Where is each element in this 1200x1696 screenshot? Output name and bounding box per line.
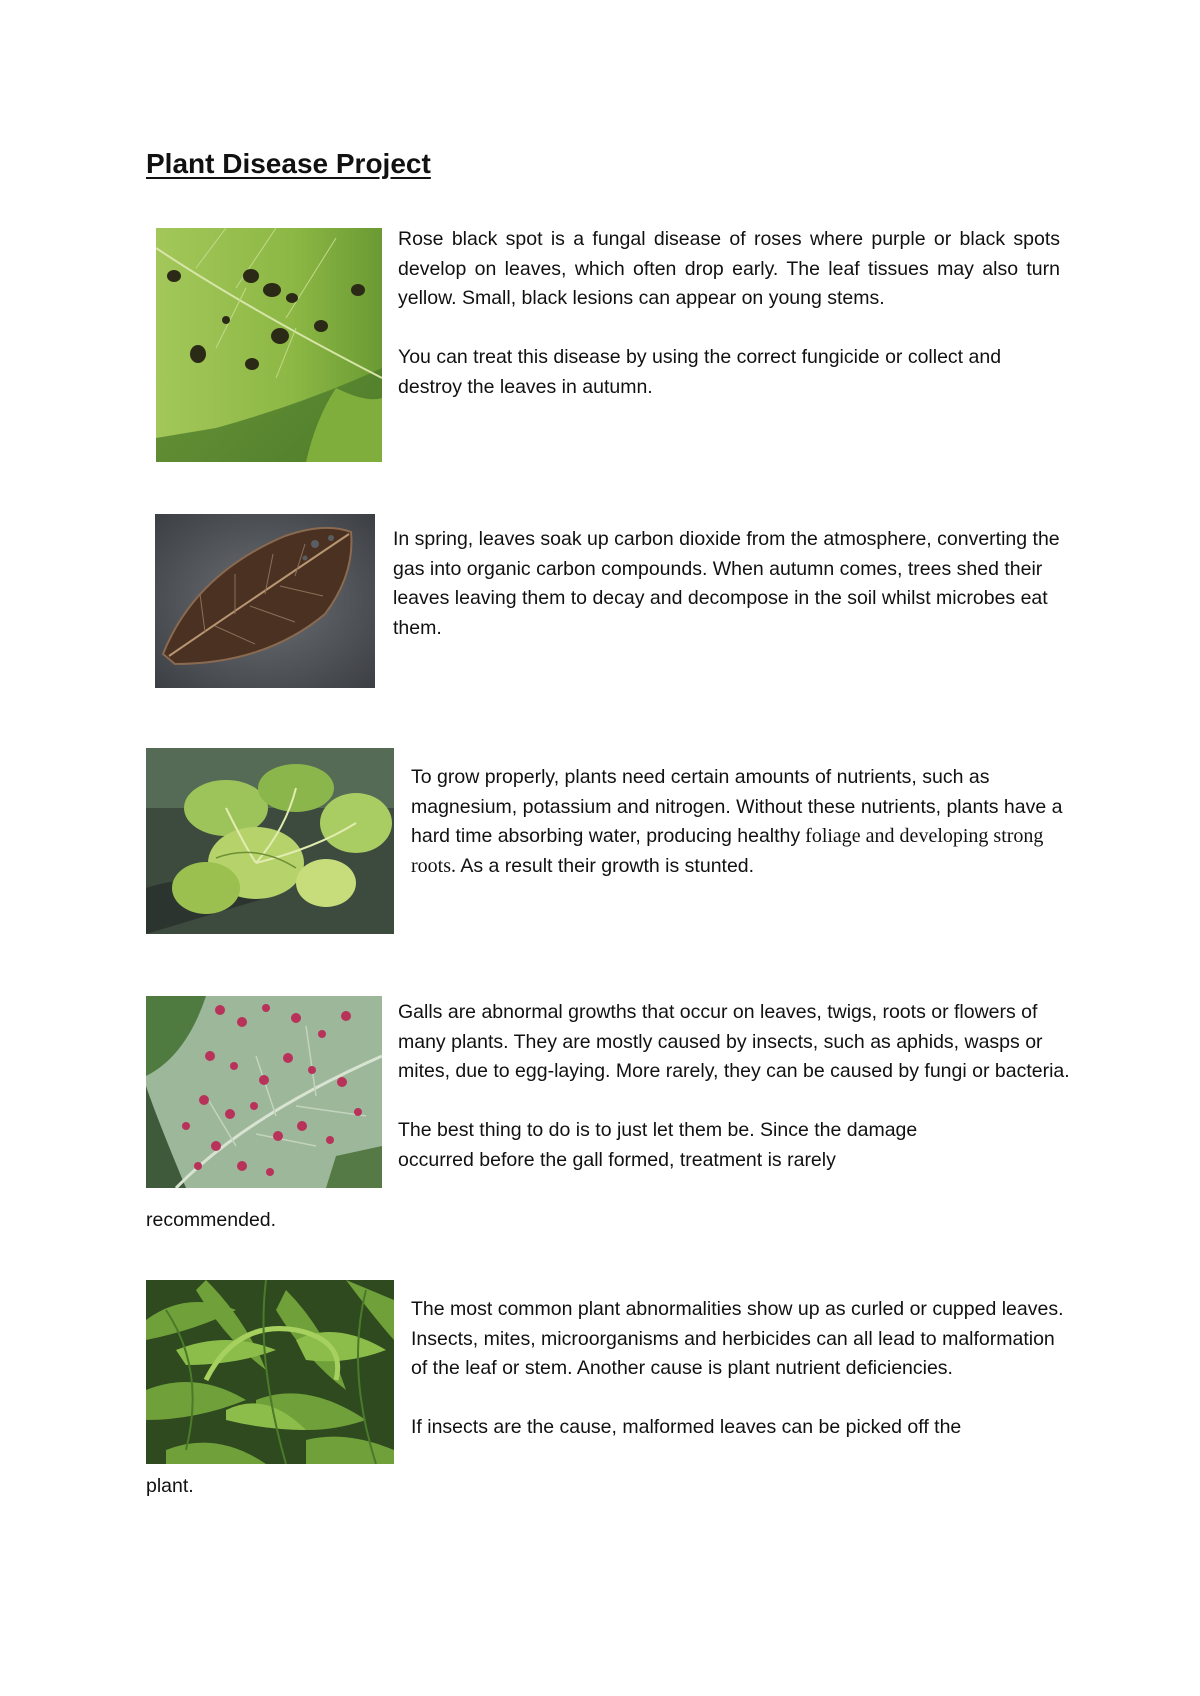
section-3-text-part-3: As a result their growth is stunted.	[456, 854, 755, 877]
page-title: Plant Disease Project	[146, 148, 431, 179]
curled-leaves-photo	[146, 1280, 394, 1464]
section-5-text	[411, 1295, 1071, 1443]
section-3-text-part-2: foliage and developing strong roots.	[411, 825, 1044, 877]
section-1-text	[398, 225, 1060, 402]
section-5-paragraph-2: If insects are the cause, malformed leaves can be picked off the	[411, 1416, 962, 1438]
section-1-paragraph-2: You can treat this disease by using the correct fungicide or collect and destroy the leaves in autumn.	[398, 346, 1002, 398]
section-4-tail-text: recommended.	[146, 1209, 277, 1231]
leaf-galls-photo	[146, 996, 382, 1188]
section-4-text	[398, 998, 1078, 1175]
section-2-paragraph-1: In spring, leaves soak up carbon dioxide from the atmosphere, converting the gas into organic carbon compounds. When autumn comes, trees shed their leaves leaving them to decay and decompose in the soil whilst microbes eat them.	[393, 528, 1060, 639]
section-2-text	[393, 525, 1063, 643]
section-3-text-part-1: To grow properly, plants need certain amounts of nutrients, such as magnesium, potassium and nitrogen. Without these nutrients, plants have a hard time absorbing water, producing healthy	[411, 766, 1063, 847]
section-3-text	[411, 763, 1071, 881]
nutrient-deficient-leaves-photo	[146, 748, 394, 934]
rose-black-spot-leaf-photo	[156, 228, 382, 462]
section-4-paragraph-1: Galls are abnormal growths that occur on leaves, twigs, roots or flowers of many plants. They are mostly caused by insects, such as aphids, wasps or mites, due to egg-laying. More rarely, they can be caused by fungi or bacteria.	[398, 1001, 1070, 1082]
section-1-paragraph-1: Rose black spot is a fungal disease of roses where purple or black spots develop on leaves, which often drop early. The leaf tissues may also turn yellow. Small, black lesions can appear on young stems.	[398, 228, 1060, 309]
section-5-tail-text: plant.	[146, 1475, 194, 1497]
decaying-leaf-photo	[155, 514, 375, 688]
section-3-paragraph-1	[411, 763, 1071, 881]
section-5-paragraph-1: The most common plant abnormalities show up as curled or cupped leaves. Insects, mites, microorganisms and herbicides can all lead to malformation of the leaf or stem. Another cause is plant nutrient deficiencies.	[411, 1298, 1064, 1379]
section-4-paragraph-2: The best thing to do is to just let them be. Since the damage occurred before the gall formed, treatment is rarely	[398, 1119, 918, 1171]
